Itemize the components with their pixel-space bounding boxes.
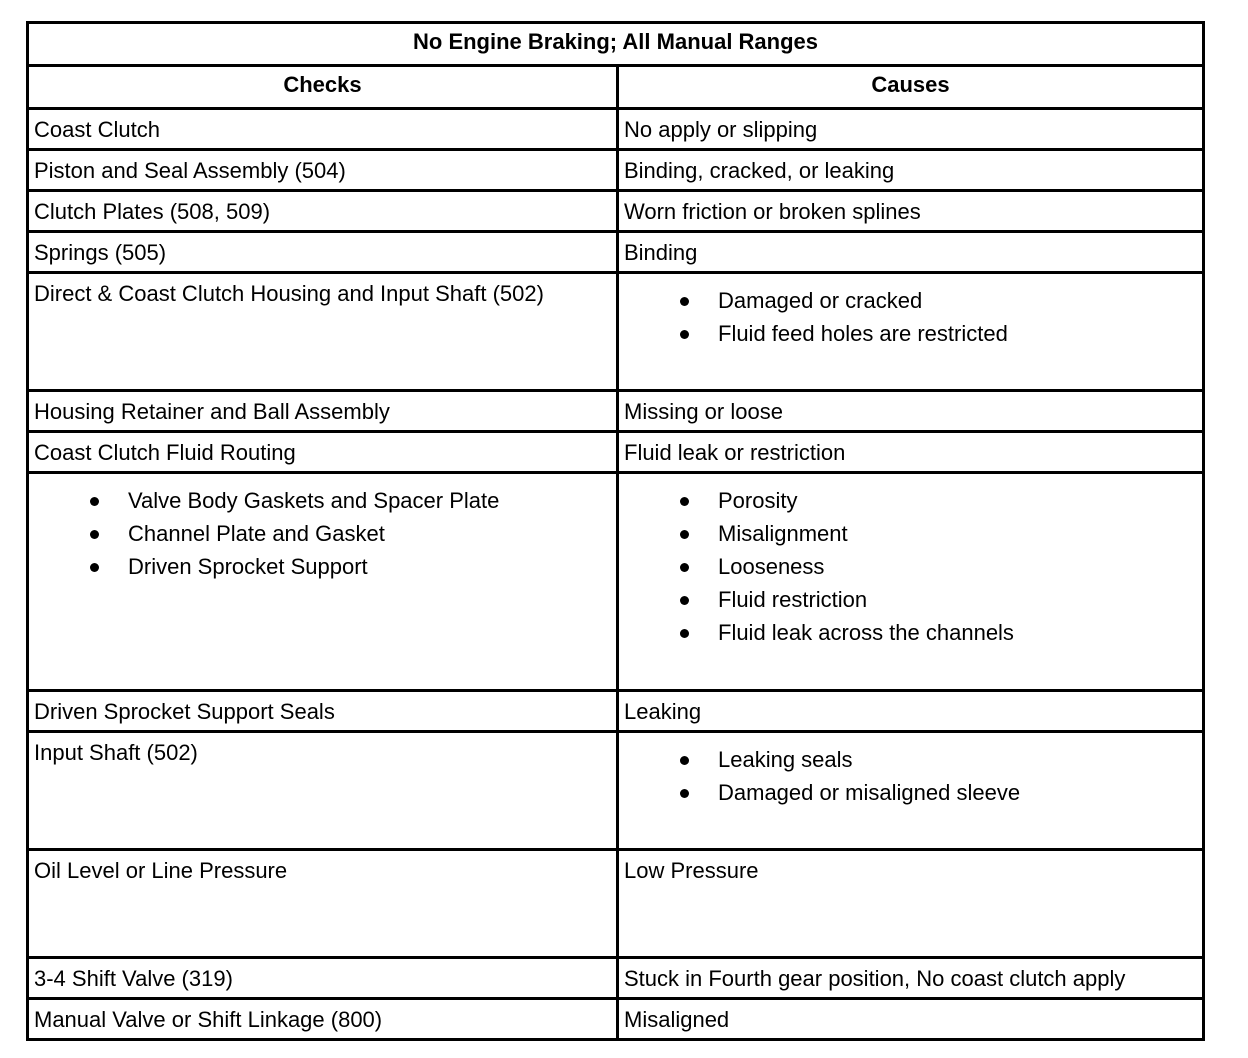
list-item (624, 317, 1202, 350)
check-cell: Oil Level or Line Pressure (28, 850, 618, 958)
list-item-text: Looseness (718, 554, 825, 579)
cause-bullet-list (624, 484, 1202, 649)
list-item (624, 776, 1202, 809)
list-item (34, 517, 616, 550)
check-cell: Driven Sprocket Support Seals (28, 691, 618, 732)
check-cell: Manual Valve or Shift Linkage (800) (28, 999, 618, 1040)
list-item (624, 484, 1202, 517)
check-cell (28, 473, 618, 691)
check-cell: Piston and Seal Assembly (504) (28, 150, 618, 191)
list-item (624, 583, 1202, 616)
bullet-icon (680, 756, 689, 765)
list-item (624, 517, 1202, 550)
table-row (28, 391, 1204, 432)
diagnosis-table (26, 21, 1205, 1041)
list-item-text: Fluid restriction (718, 587, 868, 612)
bullet-icon (680, 563, 689, 572)
list-item (624, 743, 1202, 776)
cause-cell: Binding, cracked, or leaking (618, 150, 1204, 191)
cause-cell: No apply or slipping (618, 109, 1204, 150)
cause-cell: Misaligned (618, 999, 1204, 1040)
cause-cell (618, 273, 1204, 391)
list-item-text: Valve Body Gaskets and Spacer Plate (128, 488, 500, 513)
column-header-causes: Causes (618, 66, 1204, 109)
check-cell: Coast Clutch (28, 109, 618, 150)
list-item-text: Leaking seals (718, 747, 853, 772)
check-cell: 3-4 Shift Valve (319) (28, 958, 618, 999)
list-item (34, 550, 616, 583)
table-row (28, 958, 1204, 999)
header-row (28, 66, 1204, 109)
cause-cell: Binding (618, 232, 1204, 273)
bullet-icon (680, 789, 689, 798)
cause-cell: Missing or loose (618, 391, 1204, 432)
bullet-icon (680, 596, 689, 605)
bullet-icon (90, 563, 99, 572)
bullet-icon (90, 497, 99, 506)
check-cell: Housing Retainer and Ball Assembly (28, 391, 618, 432)
cause-cell: Leaking (618, 691, 1204, 732)
cause-cell (618, 473, 1204, 691)
cause-cell: Worn friction or broken splines (618, 191, 1204, 232)
check-cell: Direct & Coast Clutch Housing and Input Shaft (502) (28, 273, 618, 391)
cause-cell: Stuck in Fourth gear position, No coast clutch apply (618, 958, 1204, 999)
table-row (28, 150, 1204, 191)
bullet-icon (680, 497, 689, 506)
title-row (28, 23, 1204, 66)
check-cell: Input Shaft (502) (28, 732, 618, 850)
table-row (28, 232, 1204, 273)
table-row (28, 732, 1204, 850)
cause-cell: Low Pressure (618, 850, 1204, 958)
column-header-checks: Checks (28, 66, 618, 109)
list-item-text: Fluid leak across the channels (718, 620, 1014, 645)
list-item (624, 284, 1202, 317)
list-item-text: Damaged or misaligned sleeve (718, 780, 1021, 805)
table-row (28, 273, 1204, 391)
table-row (28, 473, 1204, 691)
check-cell: Springs (505) (28, 232, 618, 273)
table-row (28, 999, 1204, 1040)
table-row (28, 432, 1204, 473)
table-row (28, 691, 1204, 732)
check-bullet-list (34, 484, 616, 583)
table-row (28, 109, 1204, 150)
table-row (28, 850, 1204, 958)
cause-cell: Fluid leak or restriction (618, 432, 1204, 473)
cause-cell (618, 732, 1204, 850)
bullet-icon (680, 530, 689, 539)
table-title: No Engine Braking; All Manual Ranges (28, 23, 1204, 66)
list-item-text: Damaged or cracked (718, 288, 923, 313)
bullet-icon (90, 530, 99, 539)
list-item (34, 484, 616, 517)
cause-bullet-list (624, 284, 1202, 350)
bullet-icon (680, 629, 689, 638)
list-item (624, 616, 1202, 649)
list-item-text: Driven Sprocket Support (128, 554, 368, 579)
table-row (28, 191, 1204, 232)
list-item-text: Channel Plate and Gasket (128, 521, 385, 546)
list-item-text: Misalignment (718, 521, 848, 546)
cause-bullet-list (624, 743, 1202, 809)
bullet-icon (680, 297, 689, 306)
bullet-icon (680, 330, 689, 339)
list-item-text: Porosity (718, 488, 798, 513)
list-item-text: Fluid feed holes are restricted (718, 321, 1008, 346)
check-cell: Clutch Plates (508, 509) (28, 191, 618, 232)
list-item (624, 550, 1202, 583)
check-cell: Coast Clutch Fluid Routing (28, 432, 618, 473)
